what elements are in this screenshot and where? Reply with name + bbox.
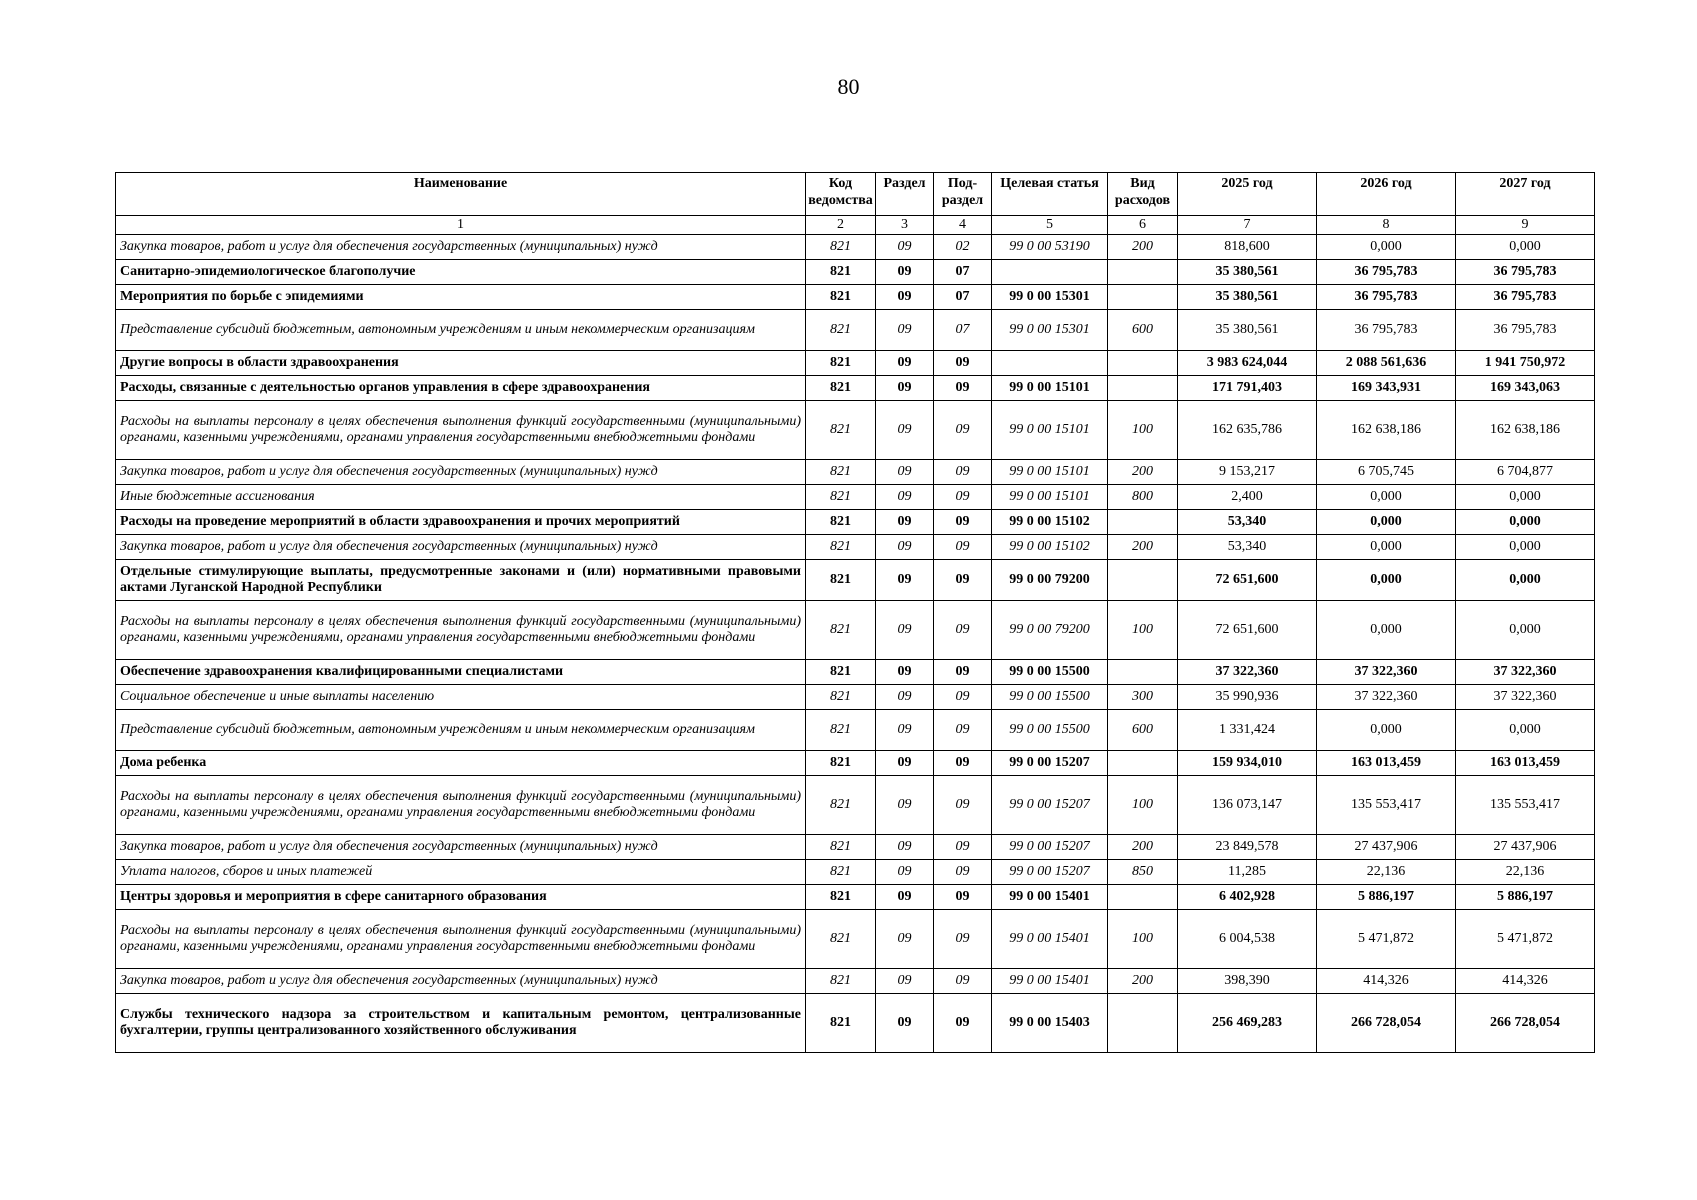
amount-2027-cell: 27 437,906 [1456,835,1595,860]
row-name-cell: Обеспечение здравоохранения квалифицированными специалистами [116,660,806,685]
target-article-cell: 99 0 00 15500 [992,685,1108,710]
subsection-cell: 09 [934,560,992,601]
table-row [116,235,1595,260]
amount-2027-cell: 266 728,054 [1456,994,1595,1053]
section-cell: 09 [876,776,934,835]
target-article-cell: 99 0 00 15207 [992,860,1108,885]
dept-code-cell: 821 [806,885,876,910]
target-article-cell: 99 0 00 53190 [992,235,1108,260]
dept-code-cell: 821 [806,910,876,969]
table-row [116,485,1595,510]
row-name-cell: Расходы на выплаты персоналу в целях обеспечения выполнения функций государственными (муниципальными) органами, казенными учреждениями, органами управления государственными внебюджетными фондами [116,910,806,969]
amount-2026-cell: 5 471,872 [1317,910,1456,969]
amount-2025-cell: 6 402,928 [1178,885,1317,910]
section-cell: 09 [876,376,934,401]
amount-2027-cell: 169 343,063 [1456,376,1595,401]
target-article-cell: 99 0 00 15301 [992,310,1108,351]
header-year-2026: 2026 год [1317,173,1456,216]
column-number-row [116,216,1595,235]
section-cell: 09 [876,860,934,885]
target-article-cell: 99 0 00 15101 [992,376,1108,401]
expense-type-cell [1108,660,1178,685]
column-number: 5 [992,216,1108,235]
section-cell: 09 [876,560,934,601]
expense-type-cell: 850 [1108,860,1178,885]
table-row [116,685,1595,710]
table-row [116,560,1595,601]
amount-2027-cell: 36 795,783 [1456,260,1595,285]
subsection-cell: 02 [934,235,992,260]
column-number: 1 [116,216,806,235]
row-name-cell: Закупка товаров, работ и услуг для обеспечения государственных (муниципальных) нужд [116,235,806,260]
section-cell: 09 [876,751,934,776]
amount-2025-cell: 11,285 [1178,860,1317,885]
amount-2025-cell: 3 983 624,044 [1178,351,1317,376]
amount-2025-cell: 35 380,561 [1178,260,1317,285]
subsection-cell: 09 [934,401,992,460]
section-cell: 09 [876,910,934,969]
row-name-cell: Иные бюджетные ассигнования [116,485,806,510]
row-name-cell: Представление субсидий бюджетным, автономным учреждениям и иным некоммерческим организациям [116,710,806,751]
subsection-cell: 09 [934,835,992,860]
target-article-cell: 99 0 00 15207 [992,751,1108,776]
amount-2027-cell: 36 795,783 [1456,310,1595,351]
dept-code-cell: 821 [806,460,876,485]
expense-type-cell [1108,751,1178,776]
target-article-cell: 99 0 00 15102 [992,510,1108,535]
dept-code-cell: 821 [806,994,876,1053]
expense-type-cell: 100 [1108,601,1178,660]
section-cell: 09 [876,685,934,710]
amount-2026-cell: 266 728,054 [1317,994,1456,1053]
amount-2026-cell: 37 322,360 [1317,685,1456,710]
expense-type-cell: 300 [1108,685,1178,710]
amount-2026-cell: 0,000 [1317,535,1456,560]
amount-2025-cell: 53,340 [1178,510,1317,535]
subsection-cell: 09 [934,460,992,485]
dept-code-cell: 821 [806,685,876,710]
expense-type-cell: 600 [1108,310,1178,351]
section-cell: 09 [876,835,934,860]
expense-type-cell: 100 [1108,910,1178,969]
dept-code-cell: 821 [806,510,876,535]
amount-2027-cell: 5 471,872 [1456,910,1595,969]
amount-2026-cell: 0,000 [1317,560,1456,601]
row-name-cell: Санитарно-эпидемиологическое благополучие [116,260,806,285]
amount-2025-cell: 72 651,600 [1178,560,1317,601]
dept-code-cell: 821 [806,535,876,560]
amount-2027-cell: 0,000 [1456,535,1595,560]
table-row [116,601,1595,660]
header-subsection: Под-раздел [934,173,992,216]
expense-type-cell [1108,260,1178,285]
dept-code-cell: 821 [806,776,876,835]
header-dept-code: Код ведомства [806,173,876,216]
header-year-2027: 2027 год [1456,173,1595,216]
amount-2027-cell: 6 704,877 [1456,460,1595,485]
target-article-cell: 99 0 00 79200 [992,601,1108,660]
dept-code-cell: 821 [806,860,876,885]
amount-2026-cell: 37 322,360 [1317,660,1456,685]
expense-type-cell: 200 [1108,969,1178,994]
table-row [116,835,1595,860]
budget-table [115,172,1595,1053]
expense-type-cell [1108,885,1178,910]
table-row [116,860,1595,885]
expense-type-cell: 200 [1108,235,1178,260]
row-name-cell: Представление субсидий бюджетным, автономным учреждениям и иным некоммерческим организациям [116,310,806,351]
table-row [116,285,1595,310]
amount-2025-cell: 23 849,578 [1178,835,1317,860]
dept-code-cell: 821 [806,235,876,260]
row-name-cell: Социальное обеспечение и иные выплаты населению [116,685,806,710]
amount-2025-cell: 171 791,403 [1178,376,1317,401]
table-row [116,994,1595,1053]
amount-2027-cell: 0,000 [1456,601,1595,660]
subsection-cell: 09 [934,376,992,401]
subsection-cell: 09 [934,660,992,685]
subsection-cell: 07 [934,285,992,310]
row-name-cell: Мероприятия по борьбе с эпидемиями [116,285,806,310]
row-name-cell: Отдельные стимулирующие выплаты, предусмотренные законами и (или) нормативными правовыми актами Луганской Народной Республики [116,560,806,601]
amount-2026-cell: 162 638,186 [1317,401,1456,460]
amount-2026-cell: 0,000 [1317,485,1456,510]
expense-type-cell [1108,994,1178,1053]
subsection-cell: 07 [934,310,992,351]
subsection-cell: 09 [934,351,992,376]
amount-2025-cell: 35 380,561 [1178,285,1317,310]
row-name-cell: Уплата налогов, сборов и иных платежей [116,860,806,885]
amount-2027-cell: 163 013,459 [1456,751,1595,776]
expense-type-cell: 200 [1108,535,1178,560]
header-year-2025: 2025 год [1178,173,1317,216]
subsection-cell: 07 [934,260,992,285]
column-number: 6 [1108,216,1178,235]
table-row [116,751,1595,776]
row-name-cell: Службы технического надзора за строительством и капитальным ремонтом, централизованные бухгалтерии, группы централизованного хозяйственного обслуживания [116,994,806,1053]
dept-code-cell: 821 [806,560,876,601]
dept-code-cell: 821 [806,660,876,685]
column-number: 8 [1317,216,1456,235]
table-row [116,535,1595,560]
table-row [116,660,1595,685]
amount-2025-cell: 256 469,283 [1178,994,1317,1053]
section-cell: 09 [876,660,934,685]
amount-2026-cell: 36 795,783 [1317,260,1456,285]
dept-code-cell: 821 [806,310,876,351]
target-article-cell: 99 0 00 15207 [992,835,1108,860]
expense-type-cell: 100 [1108,401,1178,460]
table-row [116,910,1595,969]
amount-2026-cell: 36 795,783 [1317,310,1456,351]
subsection-cell: 09 [934,885,992,910]
section-cell: 09 [876,285,934,310]
section-cell: 09 [876,401,934,460]
dept-code-cell: 821 [806,351,876,376]
section-cell: 09 [876,310,934,351]
target-article-cell: 99 0 00 79200 [992,560,1108,601]
table-row [116,710,1595,751]
amount-2026-cell: 2 088 561,636 [1317,351,1456,376]
table-row [116,510,1595,535]
amount-2025-cell: 9 153,217 [1178,460,1317,485]
amount-2026-cell: 6 705,745 [1317,460,1456,485]
target-article-cell: 99 0 00 15207 [992,776,1108,835]
amount-2025-cell: 398,390 [1178,969,1317,994]
table-row [116,351,1595,376]
amount-2027-cell: 37 322,360 [1456,660,1595,685]
expense-type-cell: 200 [1108,835,1178,860]
amount-2025-cell: 136 073,147 [1178,776,1317,835]
expense-type-cell [1108,560,1178,601]
row-name-cell: Закупка товаров, работ и услуг для обеспечения государственных (муниципальных) нужд [116,835,806,860]
header-expense-type: Вид расходов [1108,173,1178,216]
page-number: 80 [837,74,860,99]
amount-2026-cell: 0,000 [1317,235,1456,260]
dept-code-cell: 821 [806,835,876,860]
subsection-cell: 09 [934,969,992,994]
target-article-cell: 99 0 00 15403 [992,994,1108,1053]
amount-2027-cell: 1 941 750,972 [1456,351,1595,376]
expense-type-cell: 800 [1108,485,1178,510]
target-article-cell: 99 0 00 15500 [992,710,1108,751]
table-row [116,401,1595,460]
table-row [116,460,1595,485]
amount-2027-cell: 135 553,417 [1456,776,1595,835]
expense-type-cell [1108,510,1178,535]
amount-2025-cell: 35 380,561 [1178,310,1317,351]
target-article-cell: 99 0 00 15401 [992,969,1108,994]
subsection-cell: 09 [934,710,992,751]
subsection-cell: 09 [934,860,992,885]
row-name-cell: Расходы на выплаты персоналу в целях обеспечения выполнения функций государственными (муниципальными) органами, казенными учреждениями, органами управления государственными внебюджетными фондами [116,776,806,835]
row-name-cell: Закупка товаров, работ и услуг для обеспечения государственных (муниципальных) нужд [116,460,806,485]
header-row [116,173,1595,216]
subsection-cell: 09 [934,776,992,835]
amount-2026-cell: 163 013,459 [1317,751,1456,776]
subsection-cell: 09 [934,535,992,560]
amount-2026-cell: 414,326 [1317,969,1456,994]
header-section: Раздел [876,173,934,216]
dept-code-cell: 821 [806,285,876,310]
dept-code-cell: 821 [806,260,876,285]
section-cell: 09 [876,260,934,285]
column-number: 7 [1178,216,1317,235]
dept-code-cell: 821 [806,485,876,510]
subsection-cell: 09 [934,910,992,969]
target-article-cell [992,260,1108,285]
subsection-cell: 09 [934,685,992,710]
amount-2026-cell: 27 437,906 [1317,835,1456,860]
expense-type-cell [1108,285,1178,310]
amount-2026-cell: 0,000 [1317,510,1456,535]
section-cell: 09 [876,460,934,485]
amount-2026-cell: 135 553,417 [1317,776,1456,835]
target-article-cell: 99 0 00 15301 [992,285,1108,310]
row-name-cell: Другие вопросы в области здравоохранения [116,351,806,376]
section-cell: 09 [876,351,934,376]
dept-code-cell: 821 [806,710,876,751]
amount-2026-cell: 0,000 [1317,601,1456,660]
table-row [116,376,1595,401]
dept-code-cell: 821 [806,601,876,660]
row-name-cell: Закупка товаров, работ и услуг для обеспечения государственных (муниципальных) нужд [116,969,806,994]
expense-type-cell: 200 [1108,460,1178,485]
amount-2025-cell: 2,400 [1178,485,1317,510]
section-cell: 09 [876,710,934,751]
column-number: 9 [1456,216,1595,235]
amount-2026-cell: 22,136 [1317,860,1456,885]
amount-2027-cell: 5 886,197 [1456,885,1595,910]
row-name-cell: Расходы, связанные с деятельностью органов управления в сфере здравоохранения [116,376,806,401]
amount-2025-cell: 53,340 [1178,535,1317,560]
row-name-cell: Закупка товаров, работ и услуг для обеспечения государственных (муниципальных) нужд [116,535,806,560]
target-article-cell: 99 0 00 15401 [992,885,1108,910]
expense-type-cell: 100 [1108,776,1178,835]
amount-2025-cell: 818,600 [1178,235,1317,260]
dept-code-cell: 821 [806,376,876,401]
target-article-cell: 99 0 00 15401 [992,910,1108,969]
table-row [116,776,1595,835]
target-article-cell: 99 0 00 15101 [992,485,1108,510]
dept-code-cell: 821 [806,401,876,460]
amount-2026-cell: 0,000 [1317,710,1456,751]
dept-code-cell: 821 [806,751,876,776]
row-name-cell: Центры здоровья и мероприятия в сфере санитарного образования [116,885,806,910]
subsection-cell: 09 [934,601,992,660]
table-row [116,260,1595,285]
amount-2026-cell: 36 795,783 [1317,285,1456,310]
section-cell: 09 [876,601,934,660]
expense-type-cell: 600 [1108,710,1178,751]
amount-2025-cell: 162 635,786 [1178,401,1317,460]
target-article-cell: 99 0 00 15101 [992,401,1108,460]
table-row [116,969,1595,994]
section-cell: 09 [876,485,934,510]
amount-2025-cell: 72 651,600 [1178,601,1317,660]
column-number: 3 [876,216,934,235]
table-body [116,235,1595,1053]
section-cell: 09 [876,235,934,260]
amount-2027-cell: 414,326 [1456,969,1595,994]
amount-2027-cell: 162 638,186 [1456,401,1595,460]
amount-2027-cell: 0,000 [1456,560,1595,601]
target-article-cell [992,351,1108,376]
section-cell: 09 [876,969,934,994]
amount-2027-cell: 0,000 [1456,710,1595,751]
row-name-cell: Расходы на проведение мероприятий в области здравоохранения и прочих мероприятий [116,510,806,535]
amount-2025-cell: 37 322,360 [1178,660,1317,685]
subsection-cell: 09 [934,485,992,510]
subsection-cell: 09 [934,751,992,776]
target-article-cell: 99 0 00 15500 [992,660,1108,685]
section-cell: 09 [876,510,934,535]
subsection-cell: 09 [934,994,992,1053]
row-name-cell: Дома ребенка [116,751,806,776]
section-cell: 09 [876,994,934,1053]
header-target-article: Целевая статья [992,173,1108,216]
table-row [116,310,1595,351]
expense-type-cell [1108,351,1178,376]
section-cell: 09 [876,535,934,560]
amount-2027-cell: 36 795,783 [1456,285,1595,310]
amount-2025-cell: 1 331,424 [1178,710,1317,751]
expense-type-cell [1108,376,1178,401]
amount-2026-cell: 169 343,931 [1317,376,1456,401]
target-article-cell: 99 0 00 15102 [992,535,1108,560]
row-name-cell: Расходы на выплаты персоналу в целях обеспечения выполнения функций государственными (муниципальными) органами, казенными учреждениями, органами управления государственными внебюджетными фондами [116,601,806,660]
amount-2027-cell: 0,000 [1456,235,1595,260]
row-name-cell: Расходы на выплаты персоналу в целях обеспечения выполнения функций государственными (муниципальными) органами, казенными учреждениями, органами управления государственными внебюджетными фондами [116,401,806,460]
amount-2025-cell: 6 004,538 [1178,910,1317,969]
dept-code-cell: 821 [806,969,876,994]
section-cell: 09 [876,885,934,910]
table-row [116,885,1595,910]
amount-2027-cell: 0,000 [1456,485,1595,510]
column-number: 2 [806,216,876,235]
amount-2025-cell: 35 990,936 [1178,685,1317,710]
amount-2026-cell: 5 886,197 [1317,885,1456,910]
amount-2027-cell: 37 322,360 [1456,685,1595,710]
column-number: 4 [934,216,992,235]
amount-2025-cell: 159 934,010 [1178,751,1317,776]
subsection-cell: 09 [934,510,992,535]
amount-2027-cell: 22,136 [1456,860,1595,885]
header-name: Наименование [116,173,806,216]
amount-2027-cell: 0,000 [1456,510,1595,535]
target-article-cell: 99 0 00 15101 [992,460,1108,485]
